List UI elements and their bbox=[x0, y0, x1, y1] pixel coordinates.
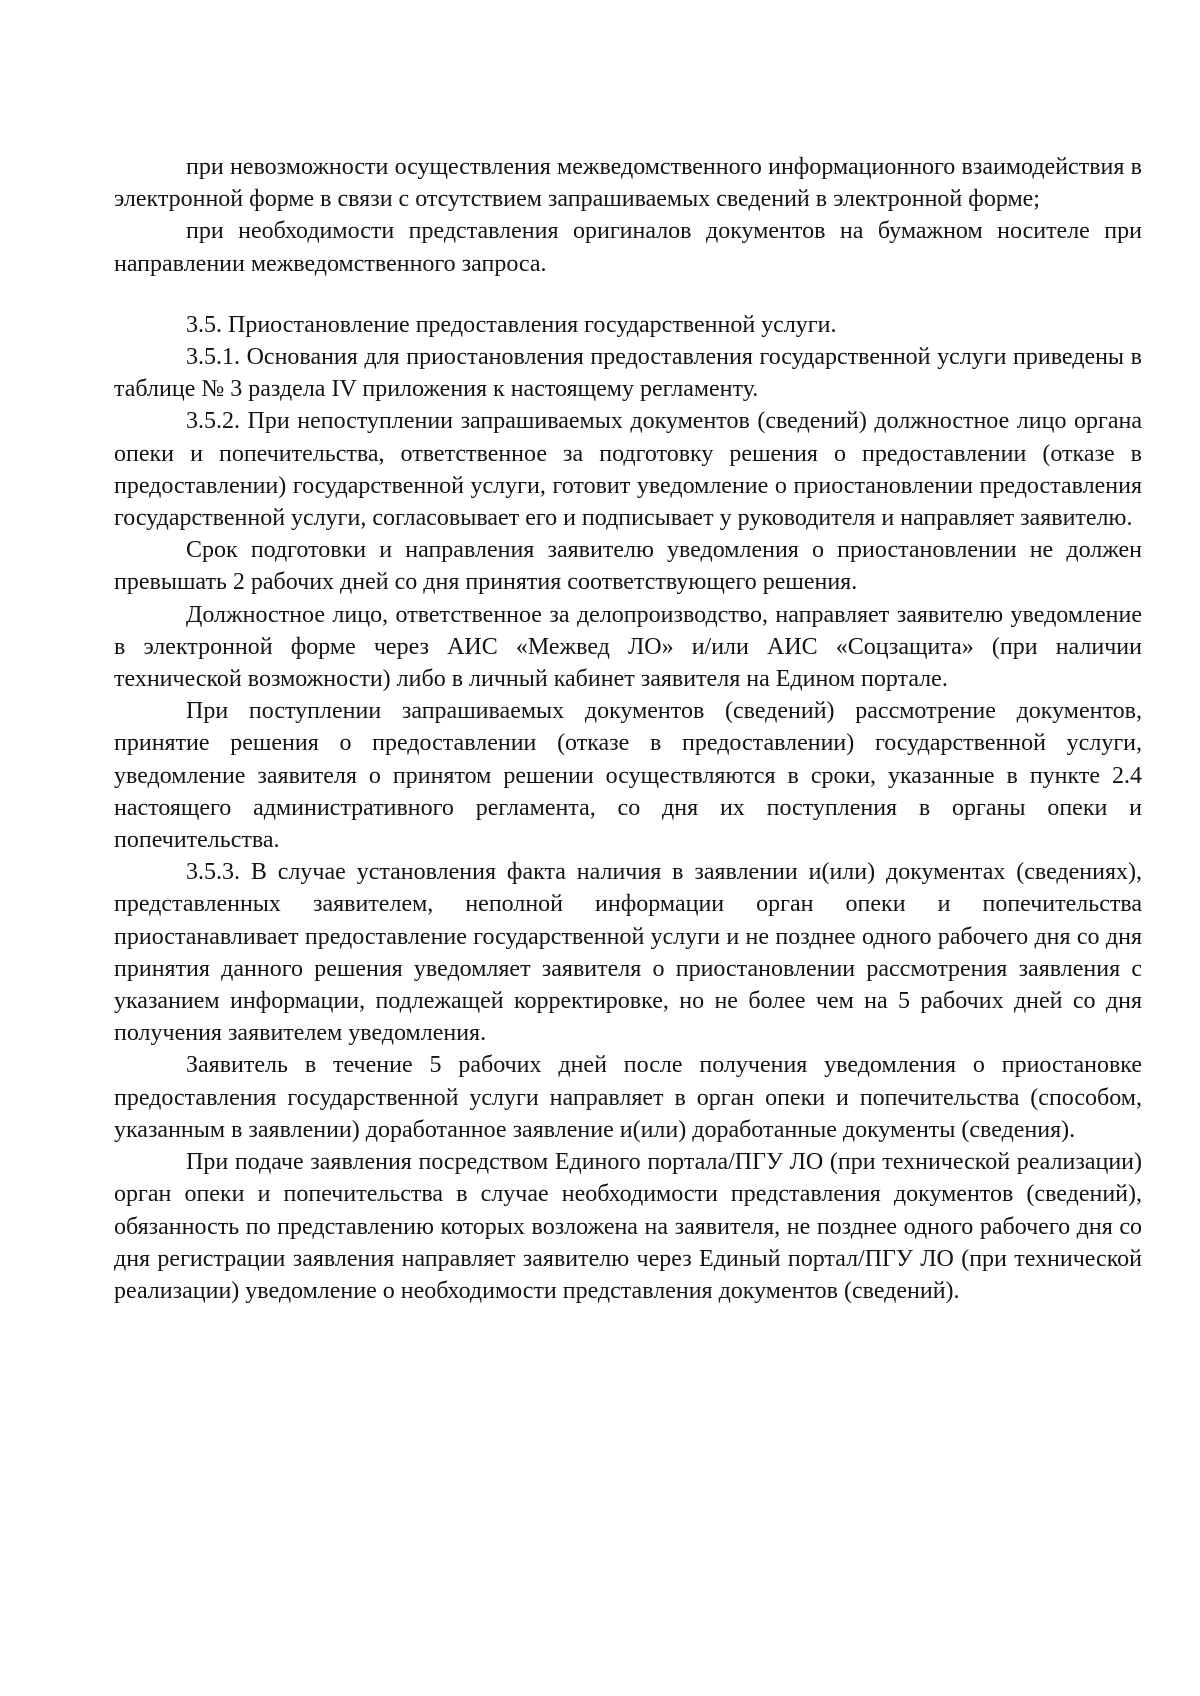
paragraph-applicant-correction: Заявитель в течение 5 рабочих дней после получения уведомления о приостановке предоставления государственной услуги направляет в орган опеки и попечительства (способом, указанным в заявлении) доработанное заявление и(или) доработанные документы (сведения). bbox=[114, 1052, 1142, 1143]
paragraph-3-5-2: 3.5.2. При непоступлении запрашиваемых документов (сведений) должностное лицо органа опеки и попечительства, ответственное за подготовку решения о предоставлении (отказе в предоставлении) государственной услуги, готовит уведомление о приостановлении предоставления государственной услуги, согласовывает его и подписывает у руководителя и направляет заявителю. bbox=[114, 408, 1142, 532]
document-body bbox=[114, 151, 1142, 1307]
paragraph-no-electronic-exchange: при невозможности осуществления межведомственного информационного взаимодействия в электронной форме в связи с отсутствием запрашиваемых сведений в электронной форме; bbox=[114, 154, 1142, 213]
paragraph-3-5-1: 3.5.1. Основания для приостановления предоставления государственной услуги приведены в таблице № 3 раздела IV приложения к настоящему регламенту. bbox=[114, 344, 1142, 403]
section-heading-3-5: 3.5. Приостановление предоставления государственной услуги. bbox=[186, 311, 837, 338]
paragraph-notice-deadline: Срок подготовки и направления заявителю уведомления о приостановлении не должен превышать 2 рабочих дней со дня принятия соответствующего решения. bbox=[114, 537, 1142, 596]
paragraph-portal-submission: При подаче заявления посредством Единого портала/ПГУ ЛО (при технической реализации) орган опеки и попечительства в случае необходимости представления документов (сведений), обязанность по представлению которых возложена на заявителя, не позднее одного рабочего дня со дня регистрации заявления направляет заявителю через Единый портал/ПГУ ЛО (при технической реализации) уведомление о необходимости представления документов (сведений). bbox=[114, 1149, 1142, 1304]
paragraph-originals-required: при необходимости представления оригиналов документов на бумажном носителе при направлении межведомственного запроса. bbox=[114, 218, 1142, 277]
paragraph-3-5-3: 3.5.3. В случае установления факта наличия в заявлении и(или) документах (сведениях), представленных заявителем, неполной информации орган опеки и попечительства приостанавливает предоставление государственной услуги и не позднее одного рабочего дня со дня принятия данного решения уведомляет заявителя о приостановлении рассмотрения заявления с указанием информации, подлежащей корректировке, но не более чем на 5 рабочих дней со дня получения заявителем уведомления. bbox=[114, 859, 1142, 1047]
paragraph-notice-delivery: Должностное лицо, ответственное за делопроизводство, направляет заявителю уведомление в электронной форме через АИС «Межвед ЛО» и/или АИС «Соцзащита» (при наличии технической возможности) либо в личный кабинет заявителя на Едином портале. bbox=[114, 601, 1142, 693]
paragraph-documents-received: При поступлении запрашиваемых документов (сведений) рассмотрение документов, принятие решения о предоставлении (отказе в предоставлении) государственной услуги, уведомление заявителя о принятом решении осуществляются в сроки, указанные в пункте 2.4 настоящего административного регламента, со дня их поступления в органы опеки и попечительства. bbox=[114, 698, 1142, 854]
